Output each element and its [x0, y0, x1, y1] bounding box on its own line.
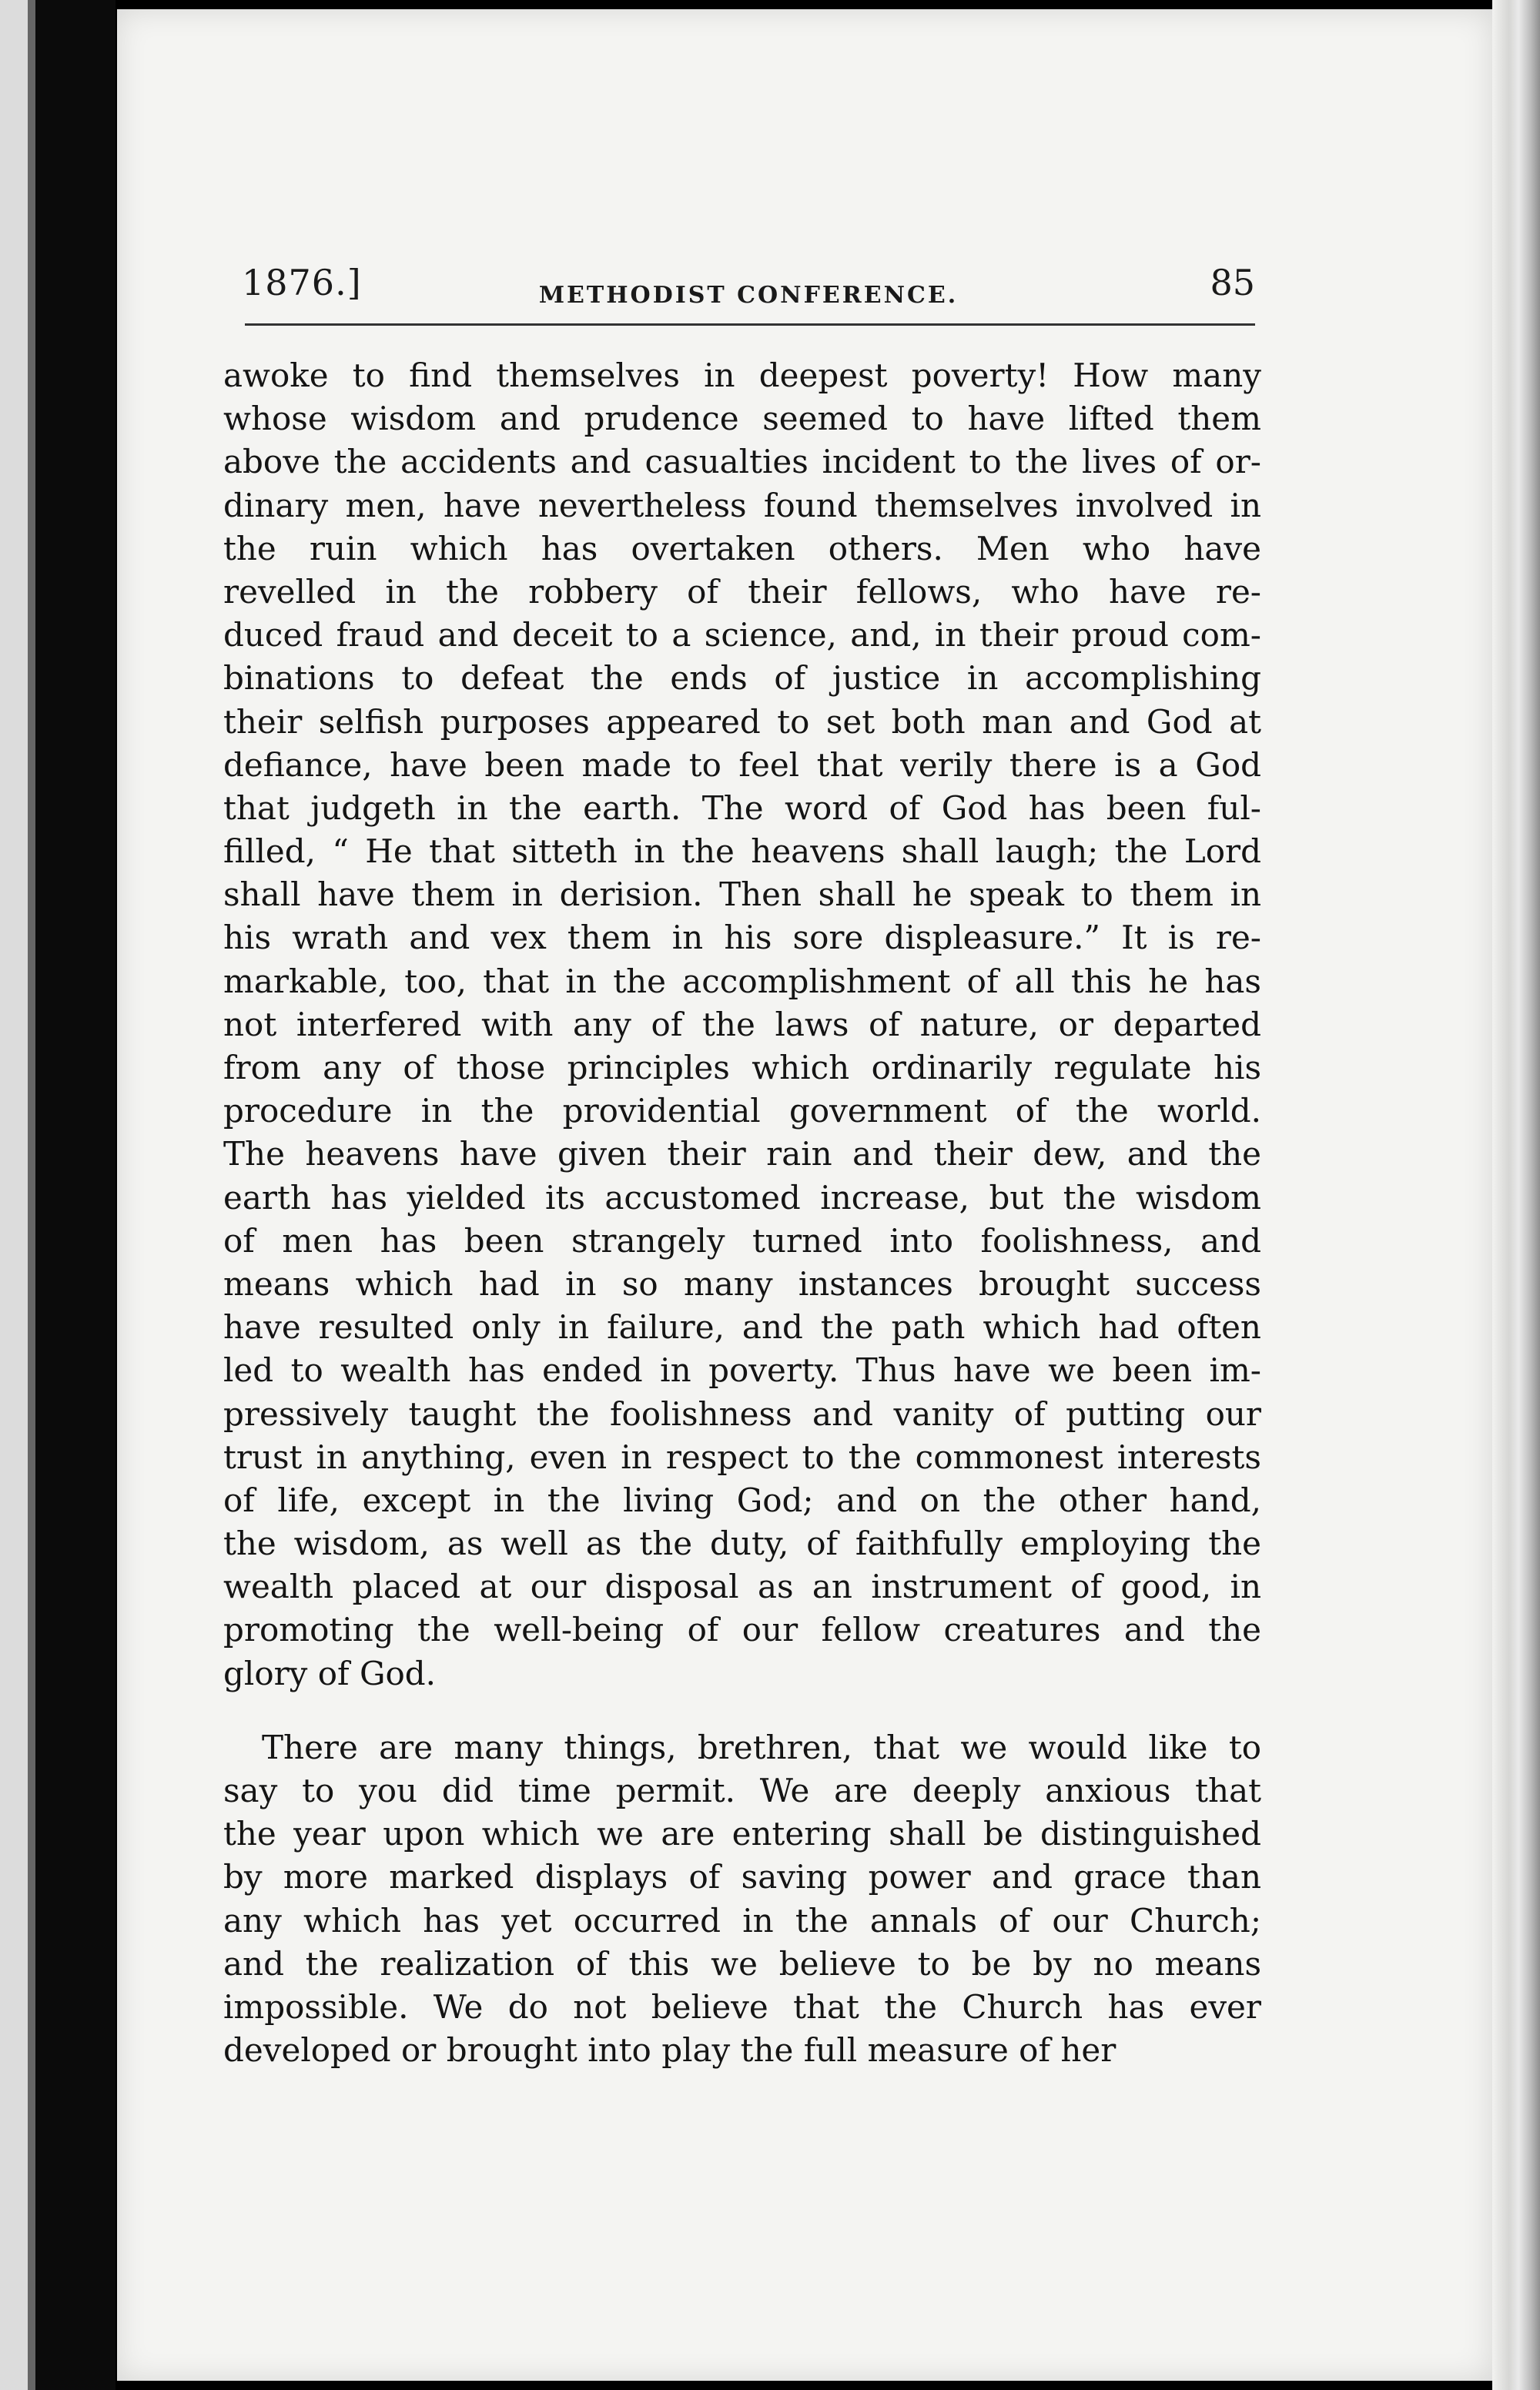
text-line: shall have them in derision. Then shall he speak to them in: [223, 875, 1261, 914]
text-line: developed or brought into play the full measure of her: [223, 2031, 1116, 2070]
text-line: impossible. We do not believe that the Church has ever: [223, 1987, 1261, 2026]
text-line: of men has been strangely turned into foolishness, and: [223, 1221, 1261, 1260]
text-line: of life, except in the living God; and on the other hand,: [223, 1481, 1261, 1519]
text-line: say to you did time permit. We are deeply anxious that: [223, 1772, 1261, 1809]
text-line: have resulted only in failure, and the path which had often: [223, 1308, 1261, 1347]
text-line: dinary men, have nevertheless found themselves involved in: [223, 486, 1261, 524]
text-line: trust in anything, even in respect to the commonest interests: [223, 1438, 1261, 1476]
text-line: awoke to find themselves in deepest poverty! How many: [223, 356, 1261, 394]
text-line: any which has yet occurred in the annals of our Church;: [223, 1901, 1261, 1940]
text-line: There are many things, brethren, that we would like to: [262, 1728, 1261, 1766]
text-line: promoting the well-being of our fellow creatures and the: [223, 1611, 1261, 1649]
text-line: their selfish purposes appeared to set both man and God at: [223, 702, 1261, 741]
text-line: binations to defeat the ends of justice in accomplishing: [223, 659, 1261, 698]
text-line: from any of those principles which ordinarily regulate his: [223, 1049, 1261, 1086]
text-line: and the realization of this we believe to be by no means: [223, 1944, 1261, 1983]
text-line: means which had in so many instances brought success: [223, 1264, 1261, 1303]
text-line: by more marked displays of saving power and grace than: [223, 1858, 1261, 1896]
running-head-year: 1876.]: [242, 262, 362, 303]
paragraph: [223, 1726, 1261, 2073]
text-line: filled, “ He that sitteth in the heavens shall laugh; the Lord: [223, 832, 1261, 871]
running-head-title: METHODIST CONFERENCE.: [538, 282, 959, 309]
text-line: wealth placed at our disposal as an instrument of good, in: [223, 1568, 1261, 1606]
text-line: earth has yielded its accustomed increase, but the wisdom: [223, 1178, 1261, 1217]
text-line: procedure in the providential government of the world.: [223, 1092, 1261, 1130]
body-text: [223, 354, 1261, 2072]
running-head: [242, 245, 1255, 322]
header-rule: [245, 323, 1255, 326]
text-line: revelled in the robbery of their fellows, who have re-: [223, 572, 1261, 611]
text-line: defiance, have been made to feel that verily there is a God: [223, 745, 1261, 784]
text-line: the ruin which has overtaken others. Men who have: [223, 529, 1261, 567]
text-line: not interfered with any of the laws of nature, or departed: [223, 1005, 1261, 1043]
text-line: the year upon which we are entering shall be distinguished: [223, 1815, 1261, 1853]
film-edge-shadow: [28, 0, 35, 2390]
text-line: that judgeth in the earth. The word of God has been ful-: [223, 788, 1261, 827]
text-line: glory of God.: [223, 1654, 437, 1692]
text-line: led to wealth has ended in poverty. Thus have we been im-: [223, 1351, 1261, 1390]
paragraph-gap: [223, 1695, 1261, 1726]
text-line: duced fraud and deceit to a science, and, in their proud com-: [223, 616, 1261, 654]
text-line: pressively taught the foolishness and vanity of putting our: [223, 1394, 1261, 1433]
paragraph: [223, 354, 1261, 1695]
text-line: The heavens have given their rain and their dew, and the: [223, 1135, 1261, 1173]
text-line: whose wisdom and prudence seemed to have lifted them: [223, 400, 1261, 438]
film-edge-strip: [0, 0, 28, 2390]
page-number: 85: [1210, 262, 1255, 303]
text-line: above the accidents and casualties incident to the lives of or-: [223, 443, 1261, 481]
scan-left-margin: [0, 0, 116, 2390]
text-line: the wisdom, as well as the duty, of faithfully employing the: [223, 1525, 1261, 1563]
text-line: markable, too, that in the accomplishment of all this he has: [223, 962, 1261, 1000]
text-line: his wrath and vex them in his sore displeasure.” It is re-: [223, 919, 1261, 957]
page-fore-edge: [1492, 0, 1540, 2390]
